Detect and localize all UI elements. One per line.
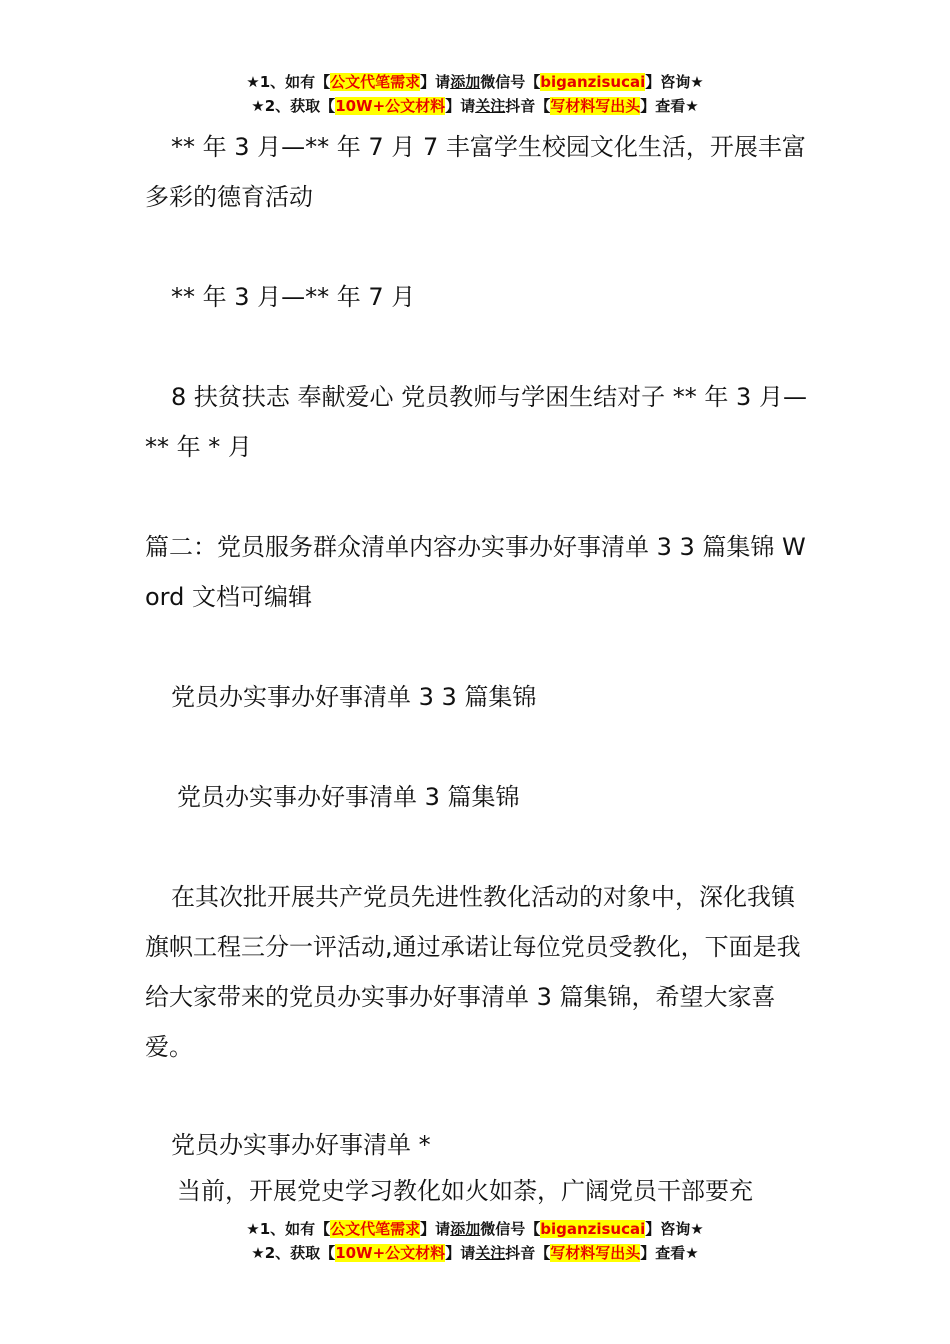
promo-highlight: 10W+公文材料 <box>335 97 446 115</box>
promo-text: 】咨询★ <box>645 73 704 91</box>
document-body <box>145 122 810 1214</box>
promo-text: 】请 <box>445 97 476 115</box>
promo-line-2 <box>0 1241 950 1265</box>
promo-text: 】请 <box>445 1244 476 1262</box>
promo-highlight: 公文代笔需求 <box>330 1220 421 1238</box>
promo-text: ★2、获取【 <box>251 1244 336 1262</box>
footer-promo-banner <box>0 1217 950 1265</box>
promo-highlight: 公文代笔需求 <box>330 73 421 91</box>
promo-text: 微信号【 <box>480 1220 541 1238</box>
promo-line-1 <box>0 70 950 94</box>
promo-text: 】咨询★ <box>645 1220 704 1238</box>
spacer <box>145 622 810 672</box>
promo-wechat-id: biganzisucai <box>540 73 646 91</box>
promo-underlined-text: 关注 <box>475 97 506 115</box>
promo-text: 抖音【 <box>505 97 551 115</box>
promo-text: 】查看★ <box>640 1244 699 1262</box>
paragraph-2: ** 年 3 月—** 年 7 月 <box>171 283 416 311</box>
spacer <box>145 822 810 872</box>
spacer <box>145 472 810 522</box>
promo-underlined-text: 添加 <box>450 1220 481 1238</box>
promo-line-2 <box>0 94 950 118</box>
paragraph-3: 8 扶贫扶志 奉献爱心 党员教师与学困生结对子 ** 年 3 月—** 年 * 月 <box>145 383 807 461</box>
promo-highlight: 10W+公文材料 <box>335 1244 446 1262</box>
promo-underlined-text: 添加 <box>450 73 481 91</box>
paragraph-1: ** 年 3 月—** 年 7 月 7 丰富学生校园文化生活，开展丰富多彩的德育活动 <box>145 133 806 211</box>
promo-text: ★1、如有【 <box>246 1220 331 1238</box>
promo-text: 】请 <box>420 73 451 91</box>
promo-douyin-id: 写材料写出头 <box>550 1244 641 1262</box>
promo-text: ★2、获取【 <box>251 97 336 115</box>
promo-wechat-id: biganzisucai <box>540 1220 646 1238</box>
promo-text: 抖音【 <box>505 1244 551 1262</box>
promo-text: 】查看★ <box>640 97 699 115</box>
promo-text: ★1、如有【 <box>246 73 331 91</box>
spacer <box>145 322 810 372</box>
paragraph-5: 党员办实事办好事清单 3 3 篇集锦 <box>171 683 537 711</box>
promo-text: 】请 <box>420 1220 451 1238</box>
promo-line-1 <box>0 1217 950 1241</box>
paragraph-6: 党员办实事办好事清单 3 篇集锦 <box>177 783 520 811</box>
spacer <box>145 222 810 272</box>
spacer <box>145 722 810 772</box>
header-promo-banner <box>0 70 950 118</box>
paragraph-8: 党员办实事办好事清单 * <box>171 1131 431 1159</box>
promo-douyin-id: 写材料写出头 <box>550 97 641 115</box>
paragraph-7: 在其次批开展共产党员先进性教化活动的对象中，深化我镇旗帜工程三分一评活动,通过承诺让每位党员受教化，下面是我给大家带来的党员办实事办好事清单 3 篇集锦，希望大家喜爱。 <box>145 883 801 1061</box>
promo-underlined-text: 关注 <box>475 1244 506 1262</box>
promo-text: 微信号【 <box>480 73 541 91</box>
spacer <box>145 1072 810 1122</box>
paragraph-9: 当前，开展党史学习教化如火如荼，广阔党员干部要充 <box>177 1177 753 1205</box>
section-heading: 篇二：党员服务群众清单内容办实事办好事清单 3 3 篇集锦 Word 文档可编辑 <box>145 533 806 611</box>
